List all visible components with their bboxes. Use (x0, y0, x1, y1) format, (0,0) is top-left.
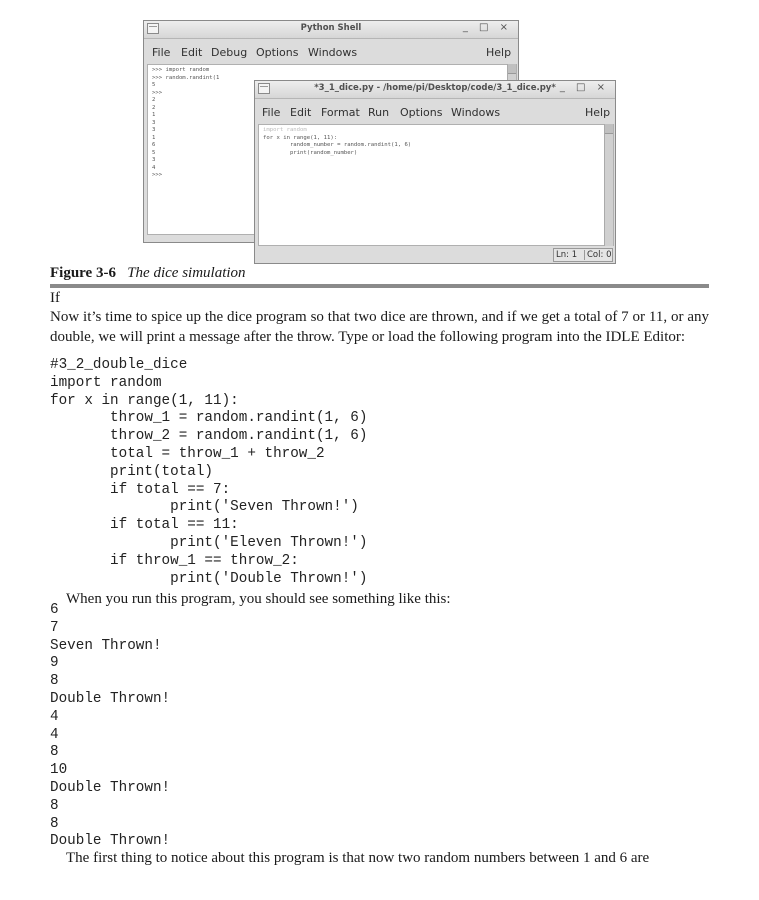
shell-titlebar[interactable] (144, 21, 518, 39)
output-line: Double Thrown! (50, 779, 171, 796)
status-line: Ln: 1 (556, 250, 578, 260)
editor-code[interactable] (258, 124, 614, 246)
shell-line: >>> import random (152, 67, 210, 73)
output-line: 8 (50, 797, 59, 814)
output-line: 6 (50, 602, 59, 618)
paragraph-intro: Now it’s time to spice up the dice program so that two dice are thrown, and if we get a total of 7 or 11, or any double, we will print a message after the throw. Type or load the following program into the IDLE Editor: (50, 309, 709, 345)
window-controls-icon[interactable]: _ □ × (462, 22, 512, 33)
output-line: Seven Thrown! (50, 637, 162, 654)
shell-menu-help[interactable]: Help (486, 46, 512, 59)
editor-menu-options[interactable]: Options (400, 106, 443, 119)
figure-caption-text: The dice simulation (127, 265, 246, 281)
figure-caption (50, 265, 246, 282)
code-line: for x in range(1, 11): (50, 392, 239, 409)
editor-title: *3_1_dice.py - /home/pi/Desktop/code/3_1_dice.py* (314, 83, 556, 93)
code-line: import random (50, 374, 162, 391)
program-output (50, 602, 170, 851)
shell-menu-file[interactable]: File (152, 46, 171, 59)
shell-line: >>> (152, 89, 163, 96)
paragraph-next: The first thing to notice about this program is that now two random numbers between 1 and 6 are (66, 850, 650, 866)
shell-title: Python Shell (300, 23, 362, 33)
shell-line: 3 (152, 127, 156, 133)
code-listing (50, 357, 367, 588)
code-line: if throw_1 == throw_2: (50, 552, 299, 569)
shell-line: 1 (152, 112, 156, 118)
output-line: 8 (50, 815, 59, 832)
editor-menu-format[interactable]: Format (321, 106, 360, 119)
shell-line: >>> (152, 172, 163, 178)
shell-line: 2 (152, 97, 156, 103)
shell-menu-options[interactable]: Options (256, 46, 299, 59)
figure-label: Figure 3-6 (50, 265, 116, 281)
code-line: throw_2 = random.randint(1, 6) (50, 428, 368, 445)
shell-line: 3 (152, 119, 156, 126)
editor-menu-edit[interactable]: Edit (290, 106, 312, 119)
editor-code-line: print(random_number) (263, 149, 358, 156)
output-line: 9 (50, 655, 59, 672)
editor-code-line: for x in range(1, 11): (263, 134, 338, 141)
shell-menu-windows[interactable]: Windows (308, 46, 358, 59)
code-line: throw_1 = random.randint(1, 6) (50, 410, 368, 427)
shell-line: 5 (152, 149, 156, 156)
code-line: total = throw_1 + throw_2 (50, 445, 325, 462)
output-line: Double Thrown! (50, 690, 171, 707)
code-line: print('Double Thrown!') (50, 570, 368, 587)
output-line: 4 (50, 708, 59, 725)
shell-line: >>> random.randint(1 (152, 74, 220, 81)
code-line: print('Seven Thrown!') (50, 499, 359, 516)
output-line: 10 (50, 762, 68, 779)
editor-statusbar (553, 248, 613, 262)
output-line: 8 (50, 673, 59, 690)
code-line: #3_2_double_dice (50, 357, 188, 373)
window-controls-icon[interactable]: _ □ × (559, 82, 609, 93)
shell-line: 1 (152, 134, 156, 141)
shell-menu-edit[interactable]: Edit (181, 46, 203, 59)
editor-window (254, 80, 616, 264)
paragraph-run: When you run this program, you should see something like this: (66, 591, 451, 607)
editor-code-line: import random (263, 127, 307, 133)
editor-menu-help[interactable]: Help (585, 106, 611, 119)
editor-titlebar[interactable] (255, 81, 615, 99)
output-line: 7 (50, 619, 59, 636)
output-line: 4 (50, 726, 59, 743)
output-line: 8 (50, 744, 59, 761)
editor-menubar (255, 102, 615, 122)
shell-menubar (144, 42, 518, 62)
code-line: if total == 7: (50, 481, 231, 498)
editor-code-line: random_number = random.randint(1, 6) (263, 142, 412, 148)
code-line: print(total) (50, 463, 214, 480)
editor-menu-windows[interactable]: Windows (451, 106, 501, 119)
editor-scrollbar[interactable] (604, 124, 613, 246)
code-line: print('Eleven Thrown!') (50, 534, 368, 551)
status-column: Col: 0 (584, 250, 611, 260)
shell-menu-debug[interactable]: Debug (211, 46, 248, 59)
stray-text: If (50, 290, 60, 306)
shell-line: 5 (152, 82, 156, 88)
output-line: Double Thrown! (50, 833, 171, 850)
caption-rule (50, 284, 709, 288)
editor-menu-file[interactable]: File (262, 106, 281, 119)
editor-menu-run[interactable]: Run (368, 106, 390, 119)
shell-line: 6 (152, 142, 156, 148)
code-line: if total == 11: (50, 517, 239, 534)
shell-line: 4 (152, 164, 156, 171)
shell-line: 2 (152, 104, 156, 111)
shell-line: 3 (152, 157, 156, 163)
